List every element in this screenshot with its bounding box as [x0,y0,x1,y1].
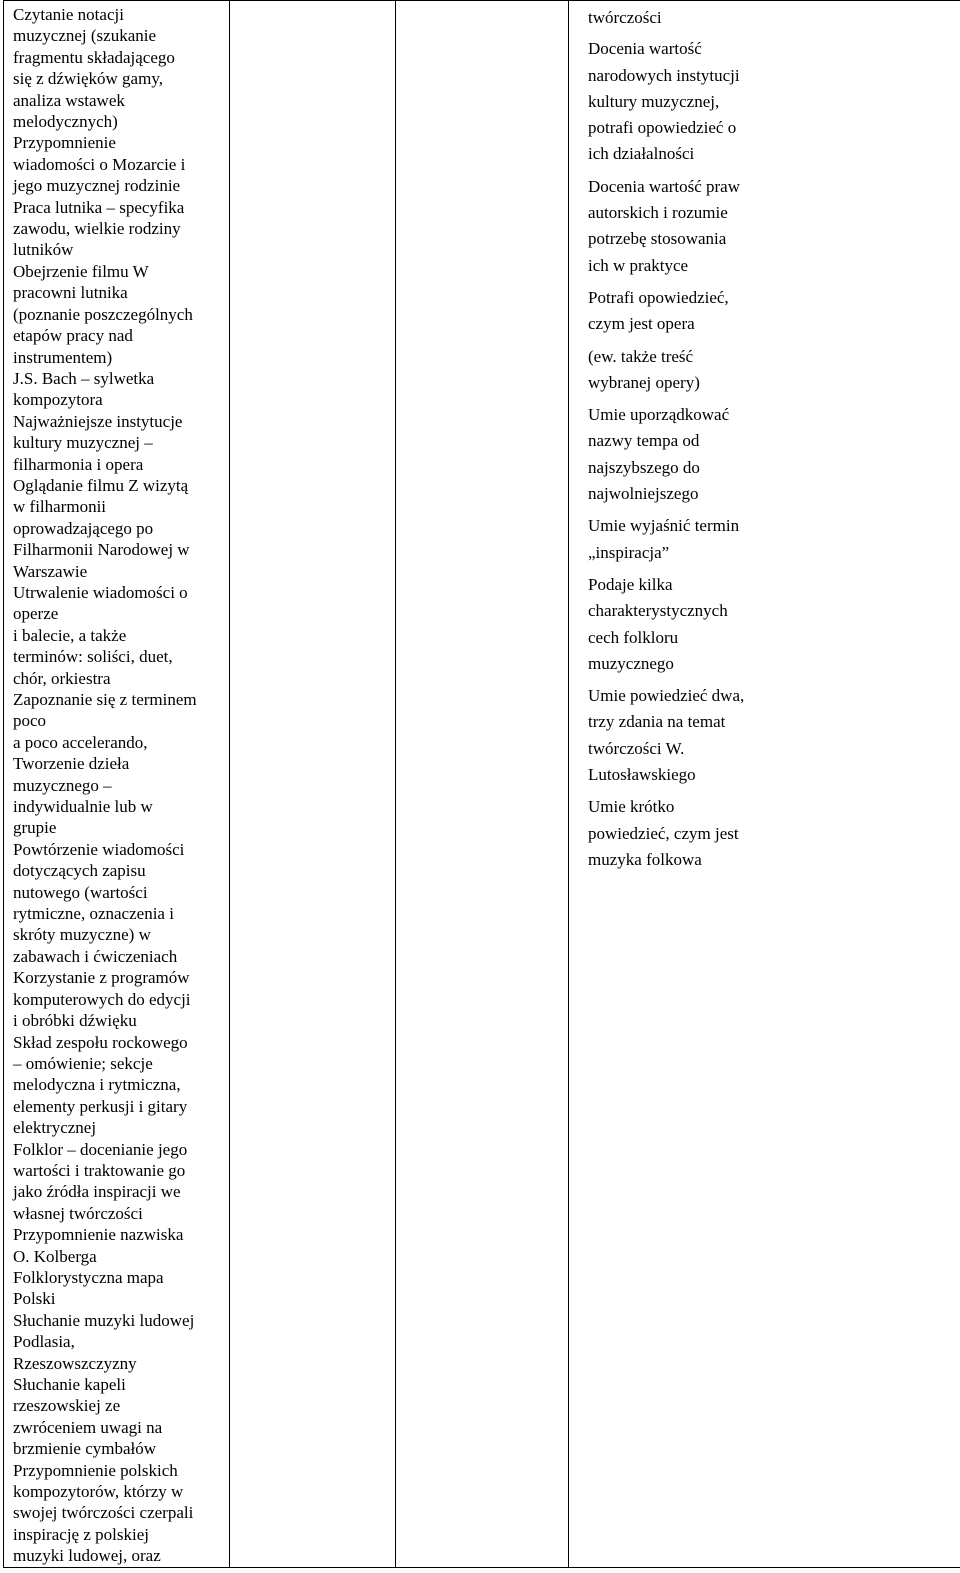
activity-line: nutowego (wartości [13,882,148,902]
activity-line: muzycznego – [13,775,112,795]
activity-line: zabawach i ćwiczeniach [13,946,178,966]
activity-line: elementy perkusji i gitary [13,1096,188,1116]
activity-line: Folklor – docenianie jego [13,1139,188,1159]
activity-line: Czytanie notacji [13,5,124,24]
activity-line: jako źródła inspiracji we [13,1182,181,1202]
activity-line: instrumentem) [13,347,113,367]
activity-line: Folklorystyczna mapa [13,1267,164,1287]
activity-line: Podlasia, [13,1332,75,1352]
outcome-line: ich działalności [588,144,695,164]
outcomes-text [569,1,960,873]
activity-line: Zapoznanie się z terminem [13,690,197,709]
activity-line: filharmonia i opera [13,454,144,474]
activity-line: Utrwalenie wiadomości o [13,582,188,602]
activity-line: Tworzenie dzieła [13,754,130,774]
outcome-line: potrafi opowiedzieć o [588,118,737,138]
activities-cell [4,1,230,1568]
outcome-line: narodowych instytucji [588,65,740,85]
activity-line: wiadomości o Mozarcie i [13,154,186,174]
activity-line: i obróbki dźwięku [13,1011,137,1031]
activity-line: melodyczna i rytmiczna, [13,1075,181,1095]
outcome-line: nazwy tempa od [588,431,700,451]
activity-line: Obejrzenie filmu W [13,261,149,281]
activity-line: chór, orkiestra [13,668,111,688]
activity-line: grupie [13,818,57,838]
outcome-line: muzycznego [588,653,674,673]
activity-line: J.S. Bach – sylwetka [13,368,155,388]
activity-line: inspirację z polskiej [13,1524,149,1544]
outcome-line: autorskich i rozumie [588,203,728,223]
outcome-item [588,794,954,873]
activity-line: kompozytora [13,390,103,410]
activity-line: rzeszowskiej ze [13,1396,121,1416]
activity-line: (poznanie poszczególnych [13,304,193,324]
outcome-line: Docenia wartość praw [588,176,740,196]
activity-line: – omówienie; sekcje [13,1053,153,1073]
activity-line: się z dźwięków gamy, [13,69,163,89]
activity-line: poco [13,711,47,731]
outcome-line: Umie krótko [588,797,675,817]
activity-line: Praca lutnika – specyfika [13,197,185,217]
activity-line: Polski [13,1289,56,1309]
outcome-line: cech folkloru [588,627,679,647]
activity-line: lutników [13,240,74,260]
outcome-line: Docenia wartość [588,39,702,59]
outcome-line: kultury muzycznej, [588,91,720,111]
activity-line: swojej twórczości czerpali [13,1503,194,1523]
activity-line: Rzeszowszczyzny [13,1353,137,1373]
outcome-line: Umie powiedzieć dwa, [588,686,745,706]
activity-line: indywidualnie lub w [13,797,153,817]
activity-line: zwróceniem uwagi na [13,1417,163,1437]
outcome-line: Potrafi opowiedzieć, [588,287,729,307]
activity-line: fragmentu składającego [13,47,175,67]
activity-line: komputerowych do edycji [13,989,191,1009]
outcome-line: najszybszego do [588,457,700,477]
activity-line: zawodu, wielkie rodziny [13,219,181,239]
outcome-line: wybranej opery) [588,372,700,392]
activity-line: elektrycznej [13,1118,97,1138]
empty-cell-3 [396,1,569,1568]
activity-line: Słuchanie muzyki ludowej [13,1310,195,1330]
activity-line: muzyki ludowej, oraz [13,1546,161,1566]
outcome-line: muzyka folkowa [588,849,702,869]
activity-line: muzycznej (szukanie [13,26,157,46]
activity-line: Korzystanie z programów [13,968,190,988]
outcome-line: potrzebę stosowania [588,229,727,249]
outcome-item [588,402,954,507]
outcome-line: trzy zdania na temat [588,712,726,732]
activity-line: Przypomnienie [13,133,116,153]
activity-line: brzmienie cymbałów [13,1439,157,1459]
outcome-item [588,174,954,279]
activity-line: Warszawie [13,561,88,581]
activity-line: kultury muzycznej – [13,433,153,453]
empty-cell-2 [230,1,396,1568]
activity-line: Skład zespołu rockowego [13,1032,188,1052]
activity-line: jego muzycznej rodzinie [13,176,181,196]
activity-line: rytmiczne, oznaczenia i [13,904,174,924]
outcome-item [588,513,954,566]
outcome-line: czym jest opera [588,314,695,334]
outcome-item [588,5,954,31]
outcome-line: Umie uporządkować [588,405,730,425]
outcome-line: najwolniejszego [588,484,699,504]
outcome-line: (ew. także treść [588,346,694,366]
outcomes-cell [569,1,960,1568]
activity-line: Filharmonii Narodowej w [13,540,190,560]
activity-line: Przypomnienie nazwiska [13,1225,184,1245]
activities-text [4,1,229,1567]
activity-line: analiza wstawek [13,90,125,110]
outcome-line: „inspiracja” [588,542,670,562]
outcome-line: powiedzieć, czym jest [588,823,739,843]
outcome-line: twórczości [588,8,662,27]
activity-line: własnej twórczości [13,1203,143,1223]
activity-line: wartości i traktowanie go [13,1160,186,1180]
activity-line: terminów: soliści, duet, [13,647,173,667]
activity-line: i balecie, a także [13,625,127,645]
activity-line: Powtórzenie wiadomości [13,839,185,859]
outcome-line: Lutosławskiego [588,765,696,785]
activity-line: skróty muzyczne) w [13,925,151,945]
outcome-item [588,36,954,167]
outcome-line: Podaje kilka [588,574,673,594]
activity-line: w filharmonii [13,497,107,517]
outcome-line: twórczości W. [588,738,685,758]
activity-line: Oglądanie filmu Z wizytą [13,475,189,495]
activity-line: dotyczących zapisu [13,861,146,881]
activity-line: Najważniejsze instytucje [13,411,183,431]
activity-line: Słuchanie kapeli [13,1375,126,1394]
activity-line: oprowadzającego po [13,518,154,538]
outcome-line: charakterystycznych [588,601,728,621]
outcome-line: ich w praktyce [588,255,689,275]
table-row [4,1,960,1568]
outcome-item [588,285,954,338]
activity-line: etapów pracy nad [13,326,133,346]
activity-line: kompozytorów, którzy w [13,1482,184,1502]
outcome-item [588,572,954,677]
activity-line: O. Kolberga [13,1246,97,1266]
activity-line: melodycznych) [13,112,118,132]
activity-line: a poco accelerando, [13,732,148,752]
activity-line: operze [13,604,59,624]
activity-line: pracowni lutnika [13,283,128,303]
outcome-item [588,344,954,397]
curriculum-table [3,0,960,1568]
outcome-line: Umie wyjaśnić termin [588,516,740,536]
activity-line: Przypomnienie polskich [13,1460,178,1480]
outcome-item [588,683,954,788]
